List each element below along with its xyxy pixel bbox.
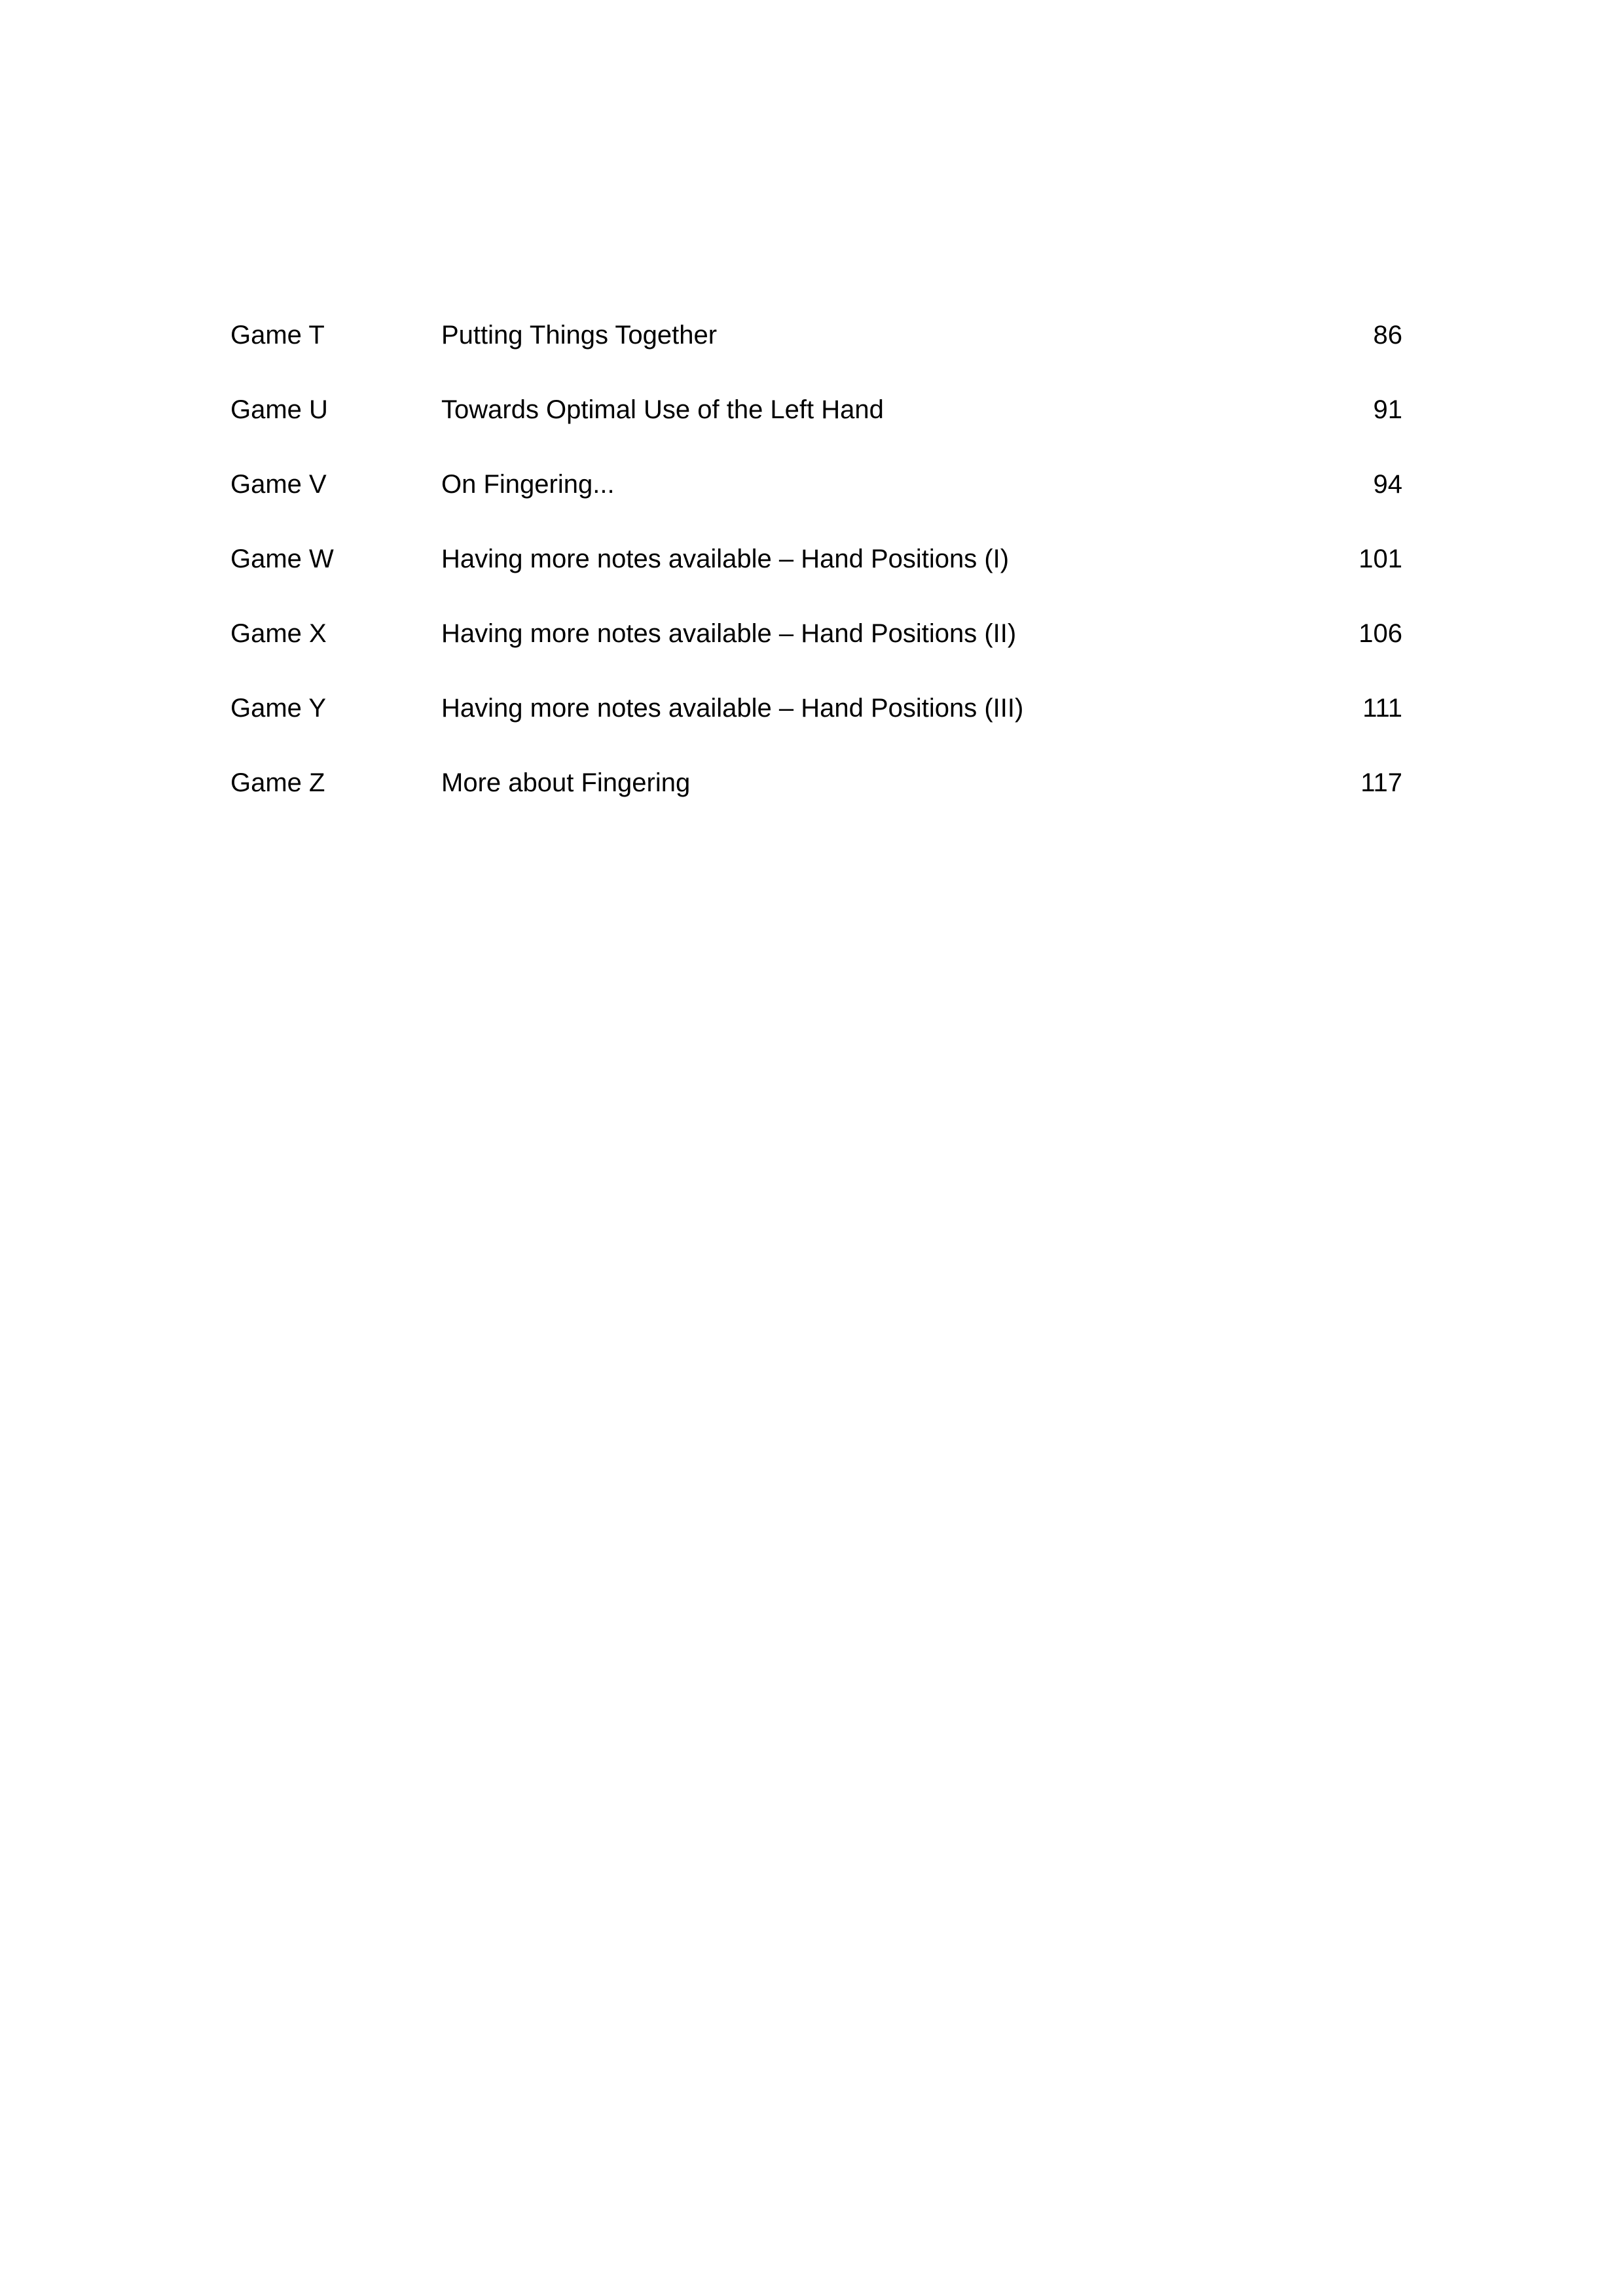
- toc-entry-page: 91: [1373, 395, 1402, 424]
- toc-entry-page: 101: [1359, 545, 1402, 573]
- toc-entry-page: 86: [1373, 321, 1402, 350]
- toc-entry-label: Game T: [230, 321, 325, 350]
- toc-entry-title: Putting Things Together: [441, 321, 718, 350]
- toc-entry-title: Having more notes available – Hand Positions (III): [441, 694, 1024, 723]
- toc-entry[interactable]: [230, 372, 1402, 447]
- toc-entry-page: 117: [1360, 768, 1402, 797]
- toc-entry-title: Having more notes available – Hand Positions (I): [441, 545, 1010, 573]
- toc-entry-title: Towards Optimal Use of the Left Hand: [441, 395, 884, 424]
- toc-entry-page: 94: [1373, 470, 1402, 499]
- toc-entry[interactable]: [230, 671, 1402, 745]
- toc-entry-label: Game X: [230, 619, 327, 648]
- toc-entry[interactable]: [230, 596, 1402, 671]
- toc-entry-label: Game Y: [230, 694, 326, 723]
- table-of-contents: [230, 298, 1402, 820]
- toc-entry-title: Having more notes available – Hand Positions (II): [441, 619, 1017, 648]
- toc-entry-title: On Fingering...: [441, 470, 615, 499]
- toc-entry[interactable]: [230, 522, 1402, 596]
- toc-entry[interactable]: [230, 298, 1402, 372]
- toc-entry-label: Game U: [230, 395, 328, 424]
- toc-entry-label: Game Z: [230, 768, 325, 797]
- toc-entry-page: 111: [1362, 694, 1402, 723]
- toc-entry-label: Game W: [230, 545, 334, 573]
- toc-entry-page: 106: [1359, 619, 1402, 648]
- toc-entry-label: Game V: [230, 470, 327, 499]
- toc-entry-title: More about Fingering: [441, 768, 691, 797]
- toc-entry[interactable]: [230, 447, 1402, 522]
- toc-entry[interactable]: [230, 745, 1402, 820]
